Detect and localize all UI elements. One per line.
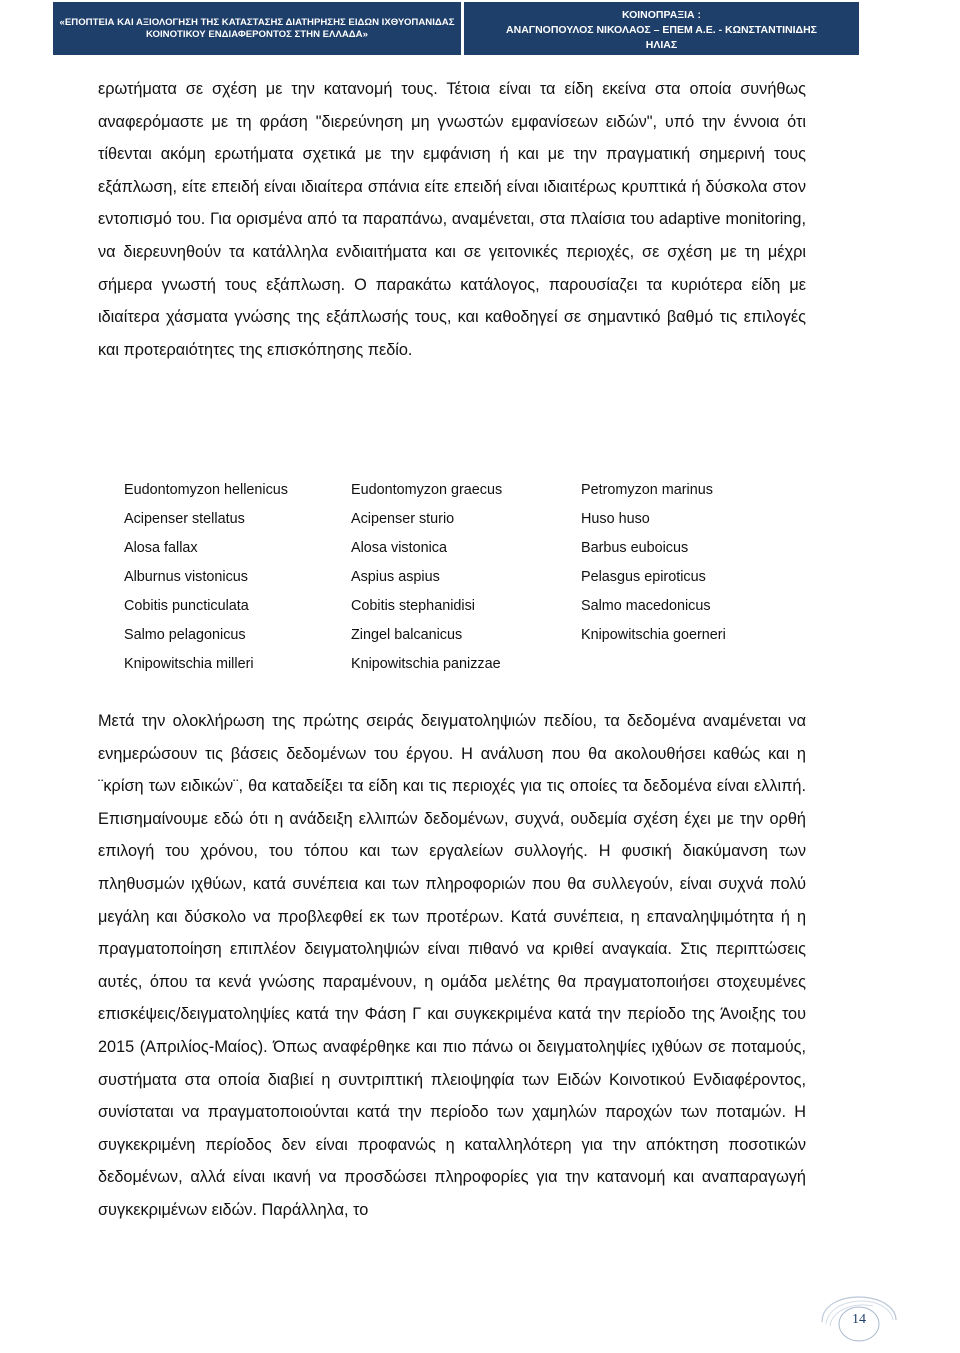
species-name-cell: Petromyzon marinus [581, 481, 713, 498]
species-name-cell: Knipowitschia milleri [124, 655, 254, 672]
body-paragraph-2: Μετά την ολοκλήρωση της πρώτης σειράς δειγματοληψιών πεδίου, τα δεδομένα αναμένεται να ενημερώσουν τις βάσεις δεδομένων του έργου. Η ανάλυση που θα ακολουθήσει καθώς και η ¨κρίση των ειδικών¨, θα καταδείξει τα είδη και τις περιοχές για τις οποίες τα δεδομένα είναι ελλιπή. Επισημαίνουμε εδώ ότι η ανάδειξη ελλιπών δεδομένων, συχνά, ουδεμία σχέση έχει με την ορθή επιλογή του χρόνου, του τόπου και των εργαλείων συλλογής. Η φυσική διακύμανση των πληθυσμών ιχθύων, κατά συνέπεια και των πληροφοριών που θα συλλεγούν, είναι συχνά πολύ μεγάλη και δύσκολο να προβλεφθεί εκ των προτέρων. Κατά συνέπεια, η επαναληψιμότητα ή η πραγματοποίηση επιπλέον δειγματοληψιών είναι πιθανό να κριθεί αναγκαία. Στις περιπτώσεις αυτές, όπου τα κενά γνώσης παραμένουν, η ομάδα μελέτης θα πραγματοποιήσει στοχευμένες επισκέψεις/δειγματοληψίες κατά την Φάση Γ και συγκεκριμένα κατά την περίοδο της Άνοιξης του 2015 (Απριλίος-Μαίος). Όπως αναφέρθηκε και πιο πάνω οι δειγματοληψίες ιχθύων σε ποταμούς, συστήματα στα οποία διαβιεί η συντριπτική πλειοψηφία των Ειδών Κοινοτικού Ενδιαφέροντος, συνίσταται να πραγματοποιούνται κατά την περίοδο των χαμηλών παροχών των ποταμών. Η συγκεκριμένη περίοδος δεν είναι προφανώς η καταλληλότερη για την απόκτηση ποσοτικών δεδομένων, αλλά είναι ικανή να προσδώσει πληροφορίες για την κατανομή και αναπαραγωγή συγκεκριμένων ειδών. Παράλληλα, το [98, 712, 806, 1219]
species-name-cell: Salmo macedonicus [581, 597, 711, 614]
species-name-cell: Acipenser stellatus [124, 510, 245, 527]
species-name-cell: Eudontomyzon graecus [351, 481, 503, 498]
body-paragraph-1: ερωτήματα σε σχέση με την κατανομή τους. Τέτοια είναι τα είδη εκείνα στα οποία συνήθως αναφερόμαστε με τη φράση "διερεύνηση μη γνωστών εμφανίσεων ειδών", υπό την έννοια ότι τίθενται ακόμη ερωτήματα σχετικά με την εμφάνιση ή και με την πραγματική σημερινή τους εξάπλωση, είτε επειδή είναι ιδιαίτερα σπάνια είτε επειδή είναι ιδιαιτέρως κρυπτικά ή δύσκολα στον εντοπισμό του. Για ορισμένα από τα παραπάνω, αναμένεται, στα πλαίσια του adaptive monitoring, να διερευνηθούν τα κατάλληλα ενδιαιτήματα και σε γειτονικές περιοχές, σε σχέση με τη μέχρι σήμερα γνωστή τους εξάπλωση. Ο παρακάτω κατάλογος, παρουσίαζει τα κυριότερα είδη με ιδιαίτερα χάσματα γνώσης της εξάπλωσής τους, και καθοδηγεί σε σημαντικό βαθμό τις επιλογές και προτεραιότητες της επισκόπησης πεδίο. [98, 80, 806, 359]
header-project-title [53, 2, 461, 55]
species-row [124, 649, 761, 678]
species-name-cell: Alosa fallax [124, 539, 198, 556]
species-name-cell: Knipowitschia goerneri [581, 626, 726, 643]
species-row [124, 620, 761, 649]
header-consortium-members-cont: ΗΛΙΑΣ [645, 39, 678, 51]
species-name-cell: Pelasgus epiroticus [581, 568, 706, 585]
species-list-table [124, 475, 761, 678]
header-consortium-members: ΑΝΑΓΝΟΠΟΥΛΟΣ ΝΙΚΟΛΑΟΣ – ΕΠΕΜ Α.Ε. - ΚΩΝΣΤΑΝΤΙΝΙΔΗΣ [506, 24, 817, 36]
species-name-cell: Alosa vistonica [351, 539, 447, 556]
species-name-cell: Eudontomyzon hellenicus [124, 481, 288, 498]
species-row [124, 591, 761, 620]
species-name-cell: Aspius aspius [351, 568, 440, 585]
species-row [124, 533, 761, 562]
page-number: 14 [852, 1312, 866, 1327]
species-name-cell: Acipenser sturio [351, 510, 455, 527]
species-row [124, 475, 761, 504]
species-name-cell [581, 649, 761, 678]
species-name-cell: Cobitis puncticulata [124, 597, 249, 614]
species-name-cell: Knipowitschia panizzae [351, 655, 501, 672]
species-name-cell: Salmo pelagonicus [124, 626, 246, 643]
species-name-cell: Zingel balcanicus [351, 626, 463, 643]
header-project-title-line1: «ΕΠΟΠΤΕΙΑ ΚΑΙ ΑΞΙΟΛΟΓΗΣΗ ΤΗΣ ΚΑΤΑΣΤΑΣΗΣ ΔΙΑΤΗΡΗΣΗΣ ΕΙΔΩΝ ΙΧΘΥΟΠΑΝΙΔΑΣ [59, 16, 455, 28]
species-name-cell: Cobitis stephanidisi [351, 597, 475, 614]
species-list-body [124, 475, 761, 678]
species-row [124, 504, 761, 533]
header-project-title-line2: ΚΟΙΝΟΤΙΚΟΥ ΕΝΔΙΑΦΕΡΟΝΤΟΣ ΣΤΗΝ ΕΛΛΑΔΑ» [146, 28, 368, 40]
species-name-cell: Alburnus vistonicus [124, 568, 248, 585]
species-name-cell: Huso huso [581, 510, 650, 527]
species-row [124, 562, 761, 591]
page-number-badge [818, 1290, 898, 1350]
header-consortium-label: ΚΟΙΝΟΠΡΑΞΙΑ : [622, 9, 701, 21]
header-consortium [464, 2, 859, 55]
species-name-cell: Barbus euboicus [581, 539, 689, 556]
